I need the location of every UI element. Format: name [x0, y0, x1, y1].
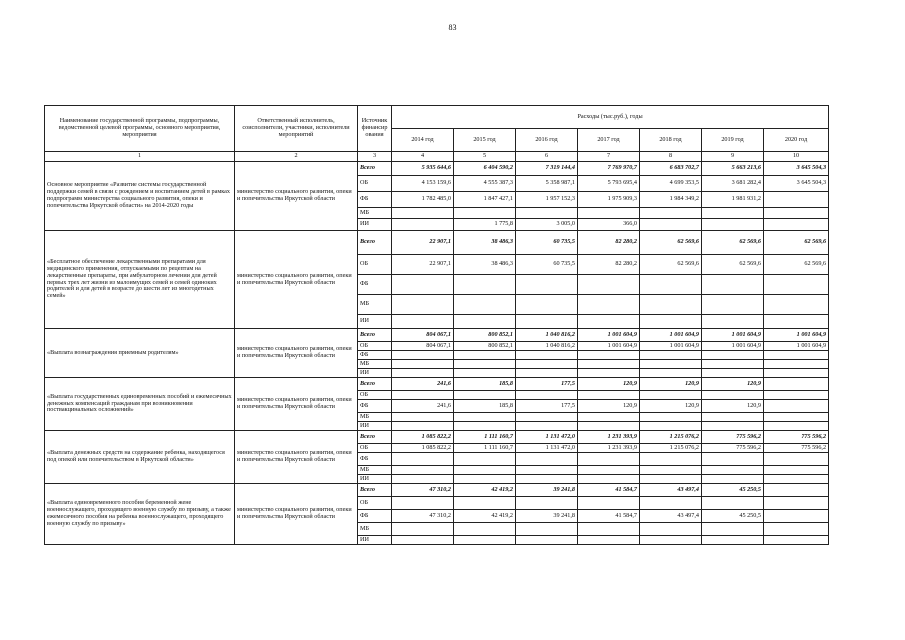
expense-value	[640, 453, 702, 466]
funding-source: ФБ	[358, 275, 392, 295]
expense-value: 3 005,0	[516, 219, 578, 231]
expense-value	[764, 369, 829, 378]
funding-source: Всего	[358, 378, 392, 391]
expense-value	[640, 536, 702, 545]
expense-value	[392, 351, 454, 360]
expense-value	[764, 295, 829, 315]
expense-value	[578, 475, 640, 484]
expense-value: 1 001 604,9	[702, 342, 764, 351]
expense-value	[516, 466, 578, 475]
expense-value	[392, 453, 454, 466]
expense-value	[764, 475, 829, 484]
col-header-expenses: Расходы (тыс.руб.), годы	[392, 106, 829, 129]
expense-value	[578, 466, 640, 475]
expenditure-table	[44, 105, 829, 545]
expense-value: 45 250,5	[702, 484, 764, 497]
expense-value: 366,0	[578, 219, 640, 231]
expense-value: 43 497,4	[640, 510, 702, 523]
expense-value: 4 555 387,3	[454, 176, 516, 192]
col-header-name: Наименование государственной программы, подпрограммы, ведомственной целевой программы, основного мероприятия, мероприятия	[45, 106, 235, 152]
expense-value: 4 153 159,6	[392, 176, 454, 192]
expense-value: 800 852,1	[454, 342, 516, 351]
expense-value: 120,9	[640, 378, 702, 391]
expense-value	[392, 413, 454, 422]
expense-value	[764, 360, 829, 369]
funding-source: ФБ	[358, 453, 392, 466]
expense-value	[392, 536, 454, 545]
expense-value	[640, 315, 702, 329]
expense-value: 775 596,2	[764, 431, 829, 444]
responsible-executor: министерство социального развития, опеки и попечительства Иркутской области	[235, 329, 358, 378]
responsible-executor: министерство социального развития, опеки и попечительства Иркутской области	[235, 484, 358, 545]
responsible-executor: министерство социального развития, опеки и попечительства Иркутской области	[235, 431, 358, 484]
expense-value	[516, 360, 578, 369]
expense-value	[764, 497, 829, 510]
expense-value	[454, 369, 516, 378]
expense-value: 177,5	[516, 378, 578, 391]
expense-value	[702, 466, 764, 475]
page-number: 83	[448, 23, 457, 32]
expense-value	[392, 275, 454, 295]
expense-value	[516, 536, 578, 545]
expense-value: 120,9	[702, 378, 764, 391]
expense-value	[578, 208, 640, 219]
expense-value	[702, 536, 764, 545]
expense-value: 5 358 987,1	[516, 176, 578, 192]
expense-value	[516, 497, 578, 510]
expense-value: 1 215 076,2	[640, 444, 702, 453]
funding-source: МБ	[358, 523, 392, 536]
expense-value	[516, 422, 578, 431]
funding-source: Всего	[358, 162, 392, 176]
expense-value: 800 852,1	[454, 329, 516, 342]
column-number-cell: 2	[235, 152, 358, 162]
expense-value: 1 040 816,2	[516, 342, 578, 351]
expense-value	[454, 475, 516, 484]
year-header-cell: 2018 год	[640, 129, 702, 152]
col-header-source: Источник финансир ования	[358, 106, 392, 152]
expense-value: 1 085 822,2	[392, 444, 454, 453]
expense-value: 185,8	[454, 400, 516, 413]
expense-value	[578, 453, 640, 466]
column-number-cell: 3	[358, 152, 392, 162]
table-row	[45, 329, 829, 342]
funding-source: ИИ	[358, 422, 392, 431]
expense-value	[764, 466, 829, 475]
expense-value	[702, 360, 764, 369]
expense-value	[640, 360, 702, 369]
expense-value: 1 001 604,9	[578, 329, 640, 342]
expense-value: 47 310,2	[392, 484, 454, 497]
expense-value	[764, 523, 829, 536]
expense-value: 6 404 590,2	[454, 162, 516, 176]
funding-source: МБ	[358, 208, 392, 219]
funding-source: ОБ	[358, 444, 392, 453]
expense-value: 5 935 644,6	[392, 162, 454, 176]
expense-value	[702, 523, 764, 536]
expense-value: 62 569,6	[702, 255, 764, 275]
expense-value: 1 111 160,7	[454, 444, 516, 453]
expense-value	[578, 497, 640, 510]
expense-value	[392, 422, 454, 431]
expense-value: 1 001 604,9	[702, 329, 764, 342]
funding-source: МБ	[358, 360, 392, 369]
expense-value: 1 001 604,9	[578, 342, 640, 351]
expense-value	[764, 422, 829, 431]
expense-value: 5 663 213,6	[702, 162, 764, 176]
expense-value: 62 569,6	[640, 255, 702, 275]
expense-value	[516, 413, 578, 422]
expense-value	[454, 351, 516, 360]
column-number-cell: 10	[764, 152, 829, 162]
activity-name: Основное мероприятие «Развитие системы государственной поддержки семей в связи с рождением и воспитанием детей в рамках подпрограмм министерства социального развития, опеки и попечительства Иркутской области» на 2014-2020 годы	[45, 162, 235, 231]
expense-value: 1 131 472,0	[516, 444, 578, 453]
expense-value: 38 486,3	[454, 255, 516, 275]
expense-value	[516, 453, 578, 466]
year-header-cell: 2015 год	[454, 129, 516, 152]
funding-source: ИИ	[358, 536, 392, 545]
expense-value: 1 001 604,9	[640, 329, 702, 342]
expense-value	[764, 208, 829, 219]
expense-value	[578, 360, 640, 369]
responsible-executor: министерство социального развития, опеки и попечительства Иркутской области	[235, 231, 358, 329]
expense-value: 41 584,7	[578, 510, 640, 523]
expense-value: 62 569,6	[764, 255, 829, 275]
activity-name: «Выплата государственных единовременных пособий и ежемесячных денежных компенсаций гражданам при возникновении поствакцинальных осложнений»	[45, 378, 235, 431]
expense-value	[392, 208, 454, 219]
expense-value: 1 131 472,0	[516, 431, 578, 444]
expense-value: 1 231 393,9	[578, 444, 640, 453]
expense-value: 775 596,2	[702, 444, 764, 453]
expense-value: 62 569,6	[640, 231, 702, 255]
expense-value	[640, 275, 702, 295]
expense-value: 39 241,8	[516, 510, 578, 523]
funding-source: ИИ	[358, 315, 392, 329]
column-number-cell: 8	[640, 152, 702, 162]
expense-value: 1 957 152,3	[516, 192, 578, 208]
expense-value	[702, 413, 764, 422]
funding-source: Всего	[358, 431, 392, 444]
column-number-cell: 5	[454, 152, 516, 162]
expense-value: 82 280,2	[578, 255, 640, 275]
funding-source: ОБ	[358, 342, 392, 351]
expense-value	[764, 351, 829, 360]
expense-value	[454, 523, 516, 536]
funding-source: МБ	[358, 466, 392, 475]
expense-value: 6 683 702,7	[640, 162, 702, 176]
expense-value	[578, 413, 640, 422]
expense-value	[454, 208, 516, 219]
expense-value	[392, 360, 454, 369]
activity-name: «Выплата единовременного пособия беременной жене военнослужащего, проходящего военную службу по призыву, а также ежемесячного пособия на ребенка военнослужащего, проходящего военную службу по призыву»	[45, 484, 235, 545]
expense-value: 1 085 822,2	[392, 431, 454, 444]
expense-value: 39 241,8	[516, 484, 578, 497]
expense-value	[516, 475, 578, 484]
expense-value	[578, 523, 640, 536]
expense-value	[454, 391, 516, 400]
expense-value: 1 001 604,9	[764, 342, 829, 351]
funding-source: ИИ	[358, 369, 392, 378]
expense-value	[764, 378, 829, 391]
responsible-executor: министерство социального развития, опеки и попечительства Иркутской области	[235, 162, 358, 231]
expense-value: 1 215 076,2	[640, 431, 702, 444]
expense-value: 3 645 504,3	[764, 162, 829, 176]
expense-value: 82 280,2	[578, 231, 640, 255]
expense-value: 7 769 970,7	[578, 162, 640, 176]
expense-value: 7 319 144,4	[516, 162, 578, 176]
expense-value	[640, 523, 702, 536]
expense-value	[640, 208, 702, 219]
expense-value	[578, 369, 640, 378]
expense-value	[702, 453, 764, 466]
funding-source: МБ	[358, 413, 392, 422]
column-number-cell: 6	[516, 152, 578, 162]
expense-value	[640, 369, 702, 378]
funding-source: ИИ	[358, 219, 392, 231]
expense-value	[454, 413, 516, 422]
expense-value: 1 001 604,9	[764, 329, 829, 342]
expense-value	[702, 315, 764, 329]
expense-value	[516, 315, 578, 329]
expense-value	[578, 315, 640, 329]
expense-value: 1 847 427,1	[454, 192, 516, 208]
activity-name: «Выплата вознаграждения приемным родителям»	[45, 329, 235, 378]
expense-value	[640, 391, 702, 400]
expense-value	[764, 484, 829, 497]
expense-value: 120,9	[640, 400, 702, 413]
expense-value	[392, 497, 454, 510]
expense-value: 1 975 909,3	[578, 192, 640, 208]
expense-value: 62 569,6	[764, 231, 829, 255]
table-body	[45, 162, 829, 545]
year-header-cell: 2016 год	[516, 129, 578, 152]
expense-value	[702, 391, 764, 400]
expense-value	[392, 315, 454, 329]
expense-value: 775 596,2	[764, 444, 829, 453]
table-row	[45, 484, 829, 497]
column-number-cell: 1	[45, 152, 235, 162]
expense-value	[578, 295, 640, 315]
col-header-responsible: Ответственный исполнитель, соисполнители, участники, исполнители мероприятий	[235, 106, 358, 152]
expense-value	[516, 208, 578, 219]
funding-source: ФБ	[358, 351, 392, 360]
expense-value	[702, 475, 764, 484]
expense-value	[640, 422, 702, 431]
expense-value	[392, 219, 454, 231]
expense-value	[454, 360, 516, 369]
expense-value	[516, 275, 578, 295]
expense-value: 41 584,7	[578, 484, 640, 497]
expense-value	[764, 192, 829, 208]
expense-value	[578, 351, 640, 360]
column-number-cell: 7	[578, 152, 640, 162]
table-row	[45, 231, 829, 255]
expense-value	[516, 391, 578, 400]
funding-source: Всего	[358, 484, 392, 497]
expense-value	[640, 351, 702, 360]
expense-value: 47 310,2	[392, 510, 454, 523]
table-header	[45, 106, 829, 162]
expense-value: 62 569,6	[702, 231, 764, 255]
expense-value: 241,6	[392, 400, 454, 413]
expense-value	[764, 536, 829, 545]
expense-value	[640, 466, 702, 475]
expense-value: 804 067,1	[392, 342, 454, 351]
expense-value	[702, 369, 764, 378]
expense-value: 1 984 349,2	[640, 192, 702, 208]
expense-value	[392, 466, 454, 475]
expense-value	[764, 275, 829, 295]
funding-source: ОБ	[358, 255, 392, 275]
funding-source: ИИ	[358, 475, 392, 484]
expense-value: 38 486,3	[454, 231, 516, 255]
table-row	[45, 378, 829, 391]
expense-value: 60 735,5	[516, 255, 578, 275]
expense-value: 45 250,5	[702, 510, 764, 523]
expense-value: 775 596,2	[702, 431, 764, 444]
year-header-cell: 2020 год	[764, 129, 829, 152]
expense-value	[454, 295, 516, 315]
expense-value: 43 497,4	[640, 484, 702, 497]
column-number-cell: 4	[392, 152, 454, 162]
expense-value	[640, 219, 702, 231]
expense-value	[764, 413, 829, 422]
expense-value	[702, 219, 764, 231]
expense-value	[516, 351, 578, 360]
expense-value: 3 681 282,4	[702, 176, 764, 192]
expense-value	[764, 453, 829, 466]
expense-value: 120,9	[702, 400, 764, 413]
funding-source: ОБ	[358, 391, 392, 400]
expense-value: 1 775,8	[454, 219, 516, 231]
expense-value	[454, 315, 516, 329]
year-header-cell: 2017 год	[578, 129, 640, 152]
expense-value: 22 907,1	[392, 255, 454, 275]
expense-value	[392, 295, 454, 315]
expense-value	[454, 453, 516, 466]
year-header-cell: 2014 год	[392, 129, 454, 152]
expense-value	[578, 275, 640, 295]
expense-value: 42 419,2	[454, 510, 516, 523]
expense-value	[454, 422, 516, 431]
column-number-row	[45, 152, 829, 162]
expense-value	[392, 391, 454, 400]
funding-source: ОБ	[358, 497, 392, 510]
expense-value	[764, 510, 829, 523]
expense-value	[516, 295, 578, 315]
expense-value	[578, 536, 640, 545]
expense-value	[392, 523, 454, 536]
activity-name: «Бесплатное обеспечение лекарственными препаратами для медицинского применения, отпускаемыми по рецептам на лекарственные препараты, при амбулаторном лечении для детей первых трех лет жизни из малоимущих семей и семей одиноких родителей и для детей в возрасте до шести лет из многодетных семей»	[45, 231, 235, 329]
expense-value	[454, 275, 516, 295]
expense-value	[578, 422, 640, 431]
expense-value: 120,9	[578, 400, 640, 413]
table-row	[45, 162, 829, 176]
funding-source: МБ	[358, 295, 392, 315]
expense-value	[764, 315, 829, 329]
activity-name: «Выплата денежных средств на содержание ребенка, находящегося под опекой или попечительством в Иркутской области»	[45, 431, 235, 484]
funding-source: ФБ	[358, 400, 392, 413]
expense-value	[702, 275, 764, 295]
expense-value	[516, 369, 578, 378]
expense-value: 42 419,2	[454, 484, 516, 497]
year-header-cell: 2019 год	[702, 129, 764, 152]
expense-value: 1 231 393,9	[578, 431, 640, 444]
expense-value: 804 067,1	[392, 329, 454, 342]
expense-value	[640, 413, 702, 422]
expense-value	[392, 369, 454, 378]
expense-value	[702, 422, 764, 431]
funding-source: ФБ	[358, 510, 392, 523]
expense-value: 120,9	[578, 378, 640, 391]
expense-value: 22 907,1	[392, 231, 454, 255]
expense-value	[702, 351, 764, 360]
expense-value	[640, 295, 702, 315]
expense-value: 1 001 604,9	[640, 342, 702, 351]
expense-value	[516, 523, 578, 536]
expense-value	[454, 497, 516, 510]
expense-value: 4 699 353,5	[640, 176, 702, 192]
expense-value: 185,8	[454, 378, 516, 391]
column-number-cell: 9	[702, 152, 764, 162]
expense-value	[764, 400, 829, 413]
expense-value: 60 735,5	[516, 231, 578, 255]
expense-value: 177,5	[516, 400, 578, 413]
funding-source: Всего	[358, 329, 392, 342]
expense-value	[578, 391, 640, 400]
expense-value	[702, 497, 764, 510]
funding-source: Всего	[358, 231, 392, 255]
expense-value: 3 645 504,3	[764, 176, 829, 192]
expense-value	[702, 208, 764, 219]
funding-source: ОБ	[358, 176, 392, 192]
expense-value	[764, 219, 829, 231]
expense-value: 1 981 931,2	[702, 192, 764, 208]
expense-value	[454, 536, 516, 545]
expense-value	[454, 466, 516, 475]
expense-value	[392, 475, 454, 484]
expense-value	[640, 497, 702, 510]
expense-value	[764, 391, 829, 400]
responsible-executor: министерство социального развития, опеки и попечительства Иркутской области	[235, 378, 358, 431]
table-row	[45, 431, 829, 444]
expense-value: 241,6	[392, 378, 454, 391]
expense-value: 1 040 816,2	[516, 329, 578, 342]
expense-value: 5 793 695,4	[578, 176, 640, 192]
funding-source: ФБ	[358, 192, 392, 208]
expense-value: 1 782 485,0	[392, 192, 454, 208]
expense-value	[640, 475, 702, 484]
expense-value: 1 111 160,7	[454, 431, 516, 444]
expense-value	[702, 295, 764, 315]
